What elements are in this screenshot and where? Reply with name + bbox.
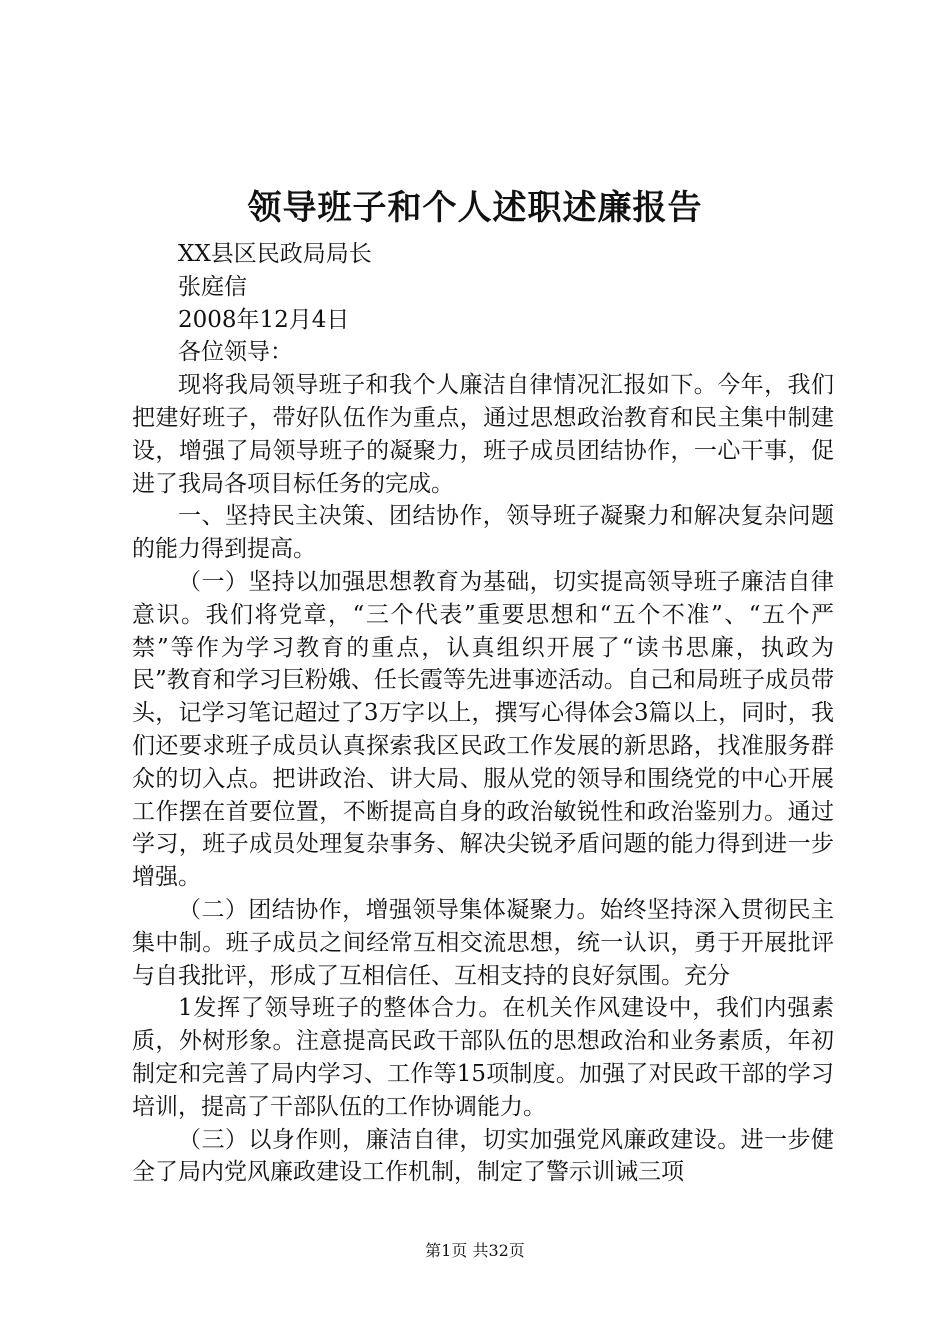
paragraph-subsection-3: （三）以身作则，廉洁自律，切实加强党风廉政建设。进一步健全了局内党风廉政建设工作机制，制定了警示训诫三项 [132, 1126, 834, 1186]
salutation-line: 各位领导： [178, 339, 293, 366]
author-title-line: XX县区民政局局长 [178, 241, 372, 267]
page-number-footer: 第1页 共32页 [425, 1241, 525, 1260]
author-name-line: 张庭信 [178, 273, 247, 300]
paragraph-subsection-1: （一）坚持以加强思想教育为基础，切实提高领导班子廉洁自律意识。我们将党章，“三个代表”重要思想和“五个不准”、“五个严禁”等作为学习教育的重点，认真组织开展了“读书思廉，执政为民”教育和学习巨粉娥、任长霞等先进事迹活动。自己和局班子成员带头，记学习笔记超过了3万字以上，撰写心得体会3篇以上，同时，我们还要求班子成员认真探索我区民政工作发展的新思路，找准服务群众的切入点。把讲政治、讲大局、服从党的领导和围绕党的中心开展工作摆在首要位置，不断提高自身的政治敏锐性和政治鉴别力。通过学习，班子成员处理复杂事务、解决尖锐矛盾问题的能力得到进一步增强。 [132, 568, 834, 891]
paragraph-subsection-2: （二）团结协作，增强领导集体凝聚力。始终坚持深入贯彻民主集中制。班子成员之间经常互相交流思想，统一认识，勇于开展批评与自我批评，形成了互相信任、互相支持的良好氛围。充分 [132, 896, 834, 989]
paragraph-intro: 现将我局领导班子和我个人廉洁自律情况汇报如下。今年，我们把建好班子，带好队伍作为重点，通过思想政治教育和民主集中制建设，增强了局领导班子的凝聚力，班子成员团结协作，一心干事，促进了我局各项目标任务的完成。 [132, 372, 834, 497]
paragraph-continuation: 1发挥了领导班子的整体合力。在机关作风建设中，我们内强素质，外树形象。注意提高民政干部队伍的思想政治和业务素质，年初制定和完善了局内学习、工作等15项制度。加强了对民政干部的学习培训，提高了干部队伍的工作协调能力。 [132, 995, 834, 1120]
document-body [132, 238, 834, 1189]
date-line: 2008年12月4日 [178, 306, 350, 333]
paragraph-section-1: 一、坚持民主决策、团结协作，领导班子凝聚力和解决复杂问题的能力得到提高。 [132, 503, 834, 563]
document-title: 领导班子和个人述职述廉报告 [247, 188, 703, 228]
